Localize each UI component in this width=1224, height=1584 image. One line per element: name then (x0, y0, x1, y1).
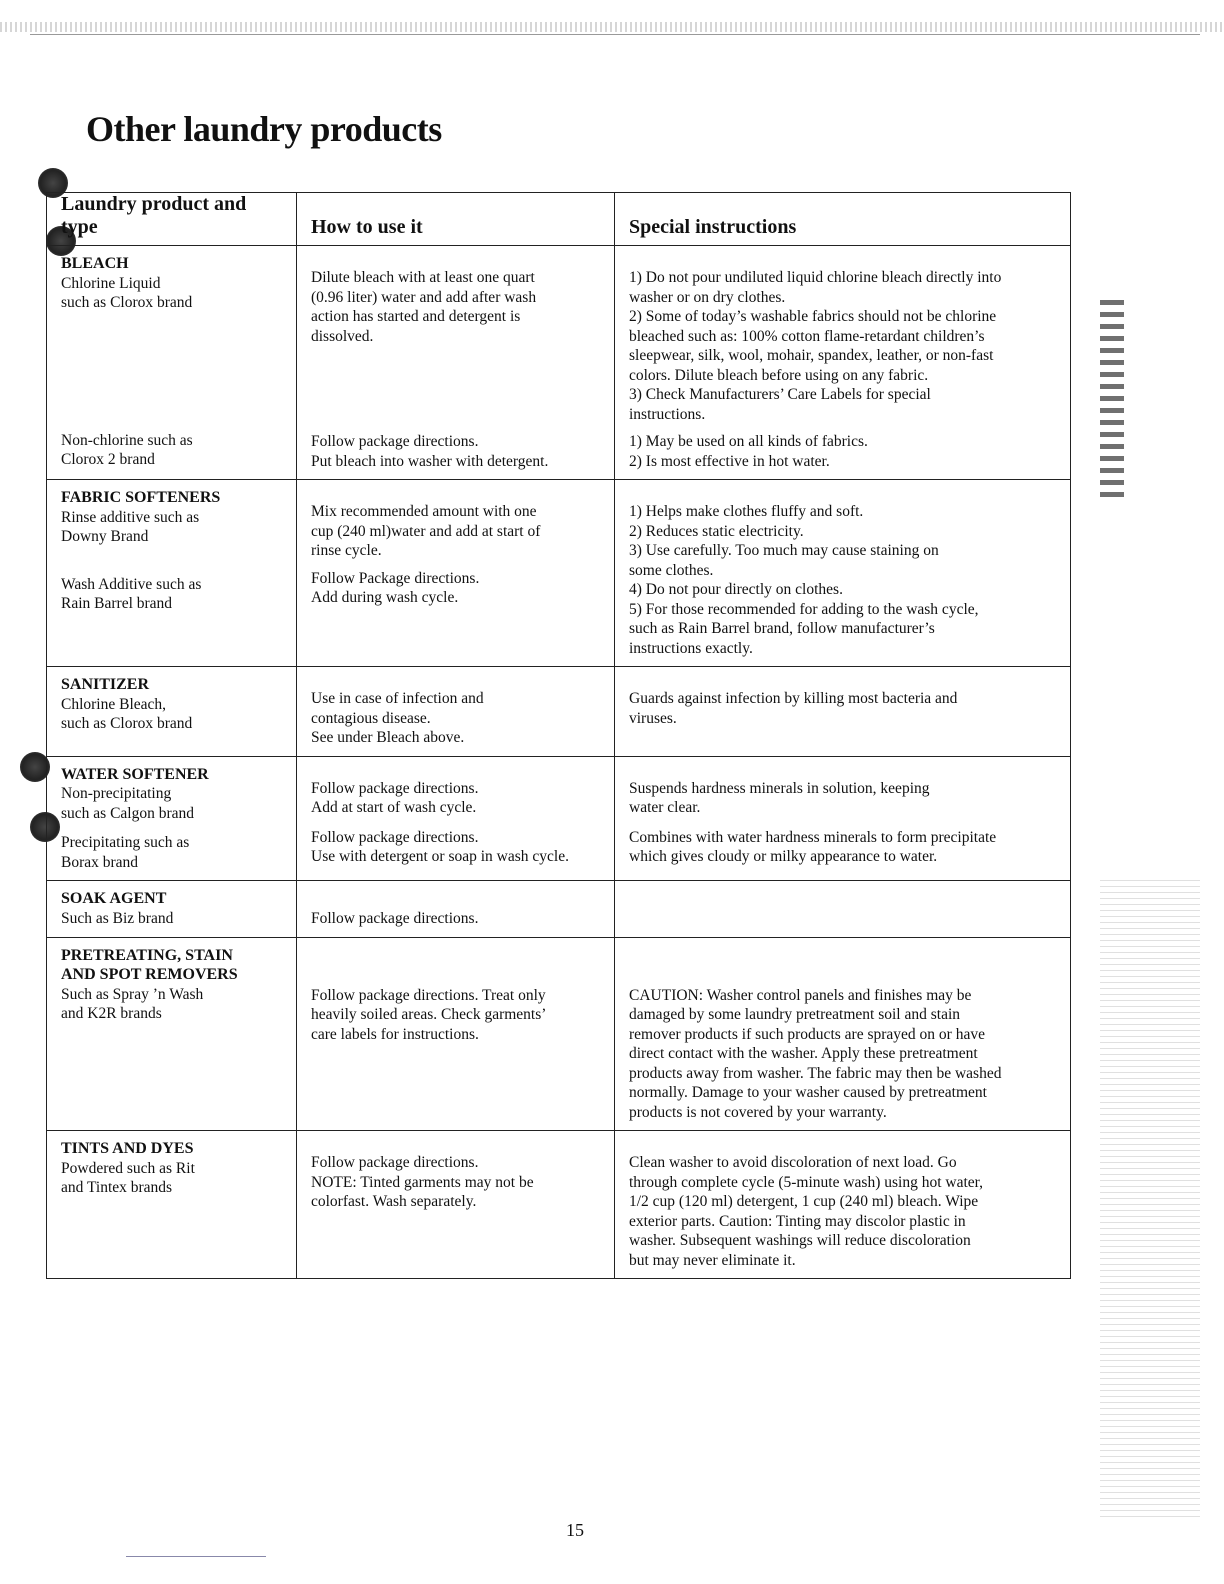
how-cell (297, 246, 615, 480)
header-special: Special instructions (615, 193, 1071, 246)
product-line: Non-chlorine such as (61, 431, 193, 449)
how-cell (297, 667, 615, 757)
product-line: Chlorine Liquid (61, 274, 161, 292)
how-line: Put bleach into washer with detergent. (311, 452, 549, 470)
how-line: dissolved. (311, 327, 374, 345)
special-line: CAUTION: Washer control panels and finishes may be (629, 986, 972, 1004)
product-line: Such as Spray ’n Wash (61, 985, 204, 1003)
margin-scan-noise (1100, 880, 1200, 1520)
special-line: products away from washer. The fabric may then be washed (629, 1064, 1002, 1082)
table-row (47, 246, 1071, 480)
special-line: sleepwear, silk, wool, mohair, spandex, leather, or non-fast (629, 347, 994, 364)
special-cell (615, 246, 1071, 480)
product-line: Wash Additive such as (61, 575, 202, 593)
how-cell (297, 480, 615, 667)
special-line: 2) Some of today’s washable fabrics should not be chlorine (629, 308, 997, 325)
special-line: bleached such as: 100% cotton flame-retardant children’s (629, 327, 985, 345)
how-line: Follow package directions. (311, 433, 479, 450)
table-row (47, 1131, 1071, 1279)
special-line: instructions exactly. (629, 639, 753, 657)
how-cell (297, 881, 615, 938)
header-how: How to use it (297, 193, 615, 246)
table-row (47, 667, 1071, 757)
product-line: Rinse additive such as (61, 508, 200, 526)
special-line: viruses. (629, 709, 677, 727)
scan-rule-top (30, 34, 1200, 35)
product-line: Clorox 2 brand (61, 451, 155, 468)
product-line: Rain Barrel brand (61, 595, 173, 612)
category-label: BLEACH (61, 255, 129, 272)
how-line: Use with detergent or soap in wash cycle. (311, 848, 569, 865)
how-line: Follow package directions. (311, 1154, 479, 1171)
special-cell (615, 881, 1071, 938)
category-label: AND SPOT REMOVERS (61, 966, 238, 983)
product-line: Downy Brand (61, 528, 149, 545)
how-cell (297, 937, 615, 1131)
special-line: Clean washer to avoid discoloration of next load. Go (629, 1154, 957, 1171)
special-line: 2) Reduces static electricity. (629, 522, 804, 540)
how-cell (297, 756, 615, 881)
special-line: colors. Dilute bleach before using on any fabric. (629, 366, 929, 384)
margin-tab-marks (1100, 300, 1124, 500)
special-cell (615, 756, 1071, 881)
product-cell (47, 881, 297, 938)
how-line: rinse cycle. (311, 542, 382, 559)
category-label: WATER SOFTENER (61, 765, 209, 783)
how-line: Follow package directions. (311, 779, 479, 797)
special-line: such as Rain Barrel brand, follow manufacturer’s (629, 620, 935, 637)
product-line: and Tintex brands (61, 1179, 173, 1196)
special-line: normally. Damage to your washer caused by pretreatment (629, 1084, 987, 1101)
how-line: Follow package directions. Treat only (311, 986, 546, 1004)
special-line: damaged by some laundry pretreatment soil and stain (629, 1006, 961, 1023)
special-line: instructions. (629, 405, 706, 423)
product-cell (47, 937, 297, 1131)
special-line: water clear. (629, 799, 701, 816)
product-line: Such as Biz brand (61, 909, 174, 927)
how-line: Dilute bleach with at least one quart (311, 269, 535, 286)
how-line: Follow Package directions. (311, 569, 480, 587)
special-cell (615, 1131, 1071, 1279)
product-line: such as Clorox brand (61, 715, 193, 732)
category-label: SANITIZER (61, 676, 150, 693)
how-line: Add during wash cycle. (311, 589, 459, 606)
page-number: 15 (566, 1520, 584, 1540)
laundry-products-table (46, 192, 1070, 1279)
special-line: 1) May be used on all kinds of fabrics. (629, 433, 868, 450)
table-row (47, 881, 1071, 938)
table-row (47, 937, 1071, 1131)
table-row (47, 480, 1071, 667)
how-line: Follow package directions. (311, 828, 479, 846)
special-line: 3) Use carefully. Too much may cause staining on (629, 542, 939, 559)
page-title: Other laundry products (86, 109, 442, 149)
special-cell (615, 667, 1071, 757)
category-label: SOAK AGENT (61, 890, 167, 907)
special-line: 1/2 cup (120 ml) detergent, 1 cup (240 ml) bleach. Wipe (629, 1193, 979, 1210)
category-label: PRETREATING, STAIN (61, 946, 233, 964)
product-line: Chlorine Bleach, (61, 695, 167, 713)
how-line: heavily soiled areas. Check garments’ (311, 1006, 547, 1023)
category-label: FABRIC SOFTENERS (61, 489, 221, 506)
special-line: 3) Check Manufacturers’ Care Labels for special (629, 386, 931, 403)
how-line: See under Bleach above. (311, 729, 465, 746)
product-line: Borax brand (61, 853, 139, 871)
special-line: 4) Do not pour directly on clothes. (629, 581, 843, 598)
special-line: 2) Is most effective in hot water. (629, 452, 830, 470)
product-cell (47, 667, 297, 757)
table-header-row (47, 193, 1071, 246)
special-line: products is not covered by your warranty. (629, 1103, 887, 1121)
special-line: Guards against infection by killing most bacteria and (629, 690, 958, 707)
how-line: cup (240 ml)water and add at start of (311, 522, 541, 540)
scan-rule-bottom (126, 1556, 266, 1557)
how-line: colorfast. Wash separately. (311, 1193, 477, 1210)
how-line: care labels for instructions. (311, 1025, 479, 1043)
product-cell (47, 480, 297, 667)
how-line: action has started and detergent is (311, 308, 521, 325)
special-line: Suspends hardness minerals in solution, keeping (629, 779, 930, 797)
special-line: direct contact with the washer. Apply these pretreatment (629, 1045, 978, 1062)
scan-edge-top (0, 22, 1224, 32)
table-row (47, 756, 1071, 881)
special-line: Combines with water hardness minerals to form precipitate (629, 828, 997, 846)
product-line: Non-precipitating (61, 785, 172, 802)
how-line: contagious disease. (311, 709, 431, 727)
special-line: exterior parts. Caution: Tinting may discolor plastic in (629, 1212, 966, 1230)
product-line: and K2R brands (61, 1005, 162, 1022)
how-line: Follow package directions. (311, 910, 479, 927)
product-line: such as Calgon brand (61, 804, 195, 822)
product-cell (47, 756, 297, 881)
special-cell (615, 480, 1071, 667)
special-line: remover products if such products are sprayed on or have (629, 1025, 985, 1043)
special-line: 1) Helps make clothes fluffy and soft. (629, 503, 864, 520)
special-line: 1) Do not pour undiluted liquid chlorine bleach directly into (629, 269, 1002, 286)
category-label: TINTS AND DYES (61, 1140, 194, 1157)
special-line: through complete cycle (5-minute wash) using hot water, (629, 1173, 984, 1191)
how-cell (297, 1131, 615, 1279)
special-cell (615, 937, 1071, 1131)
special-line: some clothes. (629, 561, 714, 579)
how-line: Mix recommended amount with one (311, 503, 537, 520)
product-line: such as Clorox brand (61, 294, 193, 311)
product-cell (47, 1131, 297, 1279)
special-line: which gives cloudy or milky appearance to water. (629, 848, 938, 865)
header-product: Laundry product and type (47, 193, 297, 246)
special-line: washer. Subsequent washings will reduce discoloration (629, 1232, 971, 1249)
special-line: washer or on dry clothes. (629, 288, 786, 306)
product-line: Precipitating such as (61, 834, 190, 851)
product-line: Powdered such as Rit (61, 1159, 195, 1177)
special-line: 5) For those recommended for adding to the wash cycle, (629, 600, 979, 618)
special-line: but may never eliminate it. (629, 1251, 796, 1269)
how-line: (0.96 liter) water and add after wash (311, 288, 537, 306)
product-cell (47, 246, 297, 480)
how-line: Use in case of infection and (311, 690, 484, 707)
how-line: Add at start of wash cycle. (311, 799, 477, 816)
how-line: NOTE: Tinted garments may not be (311, 1173, 534, 1191)
